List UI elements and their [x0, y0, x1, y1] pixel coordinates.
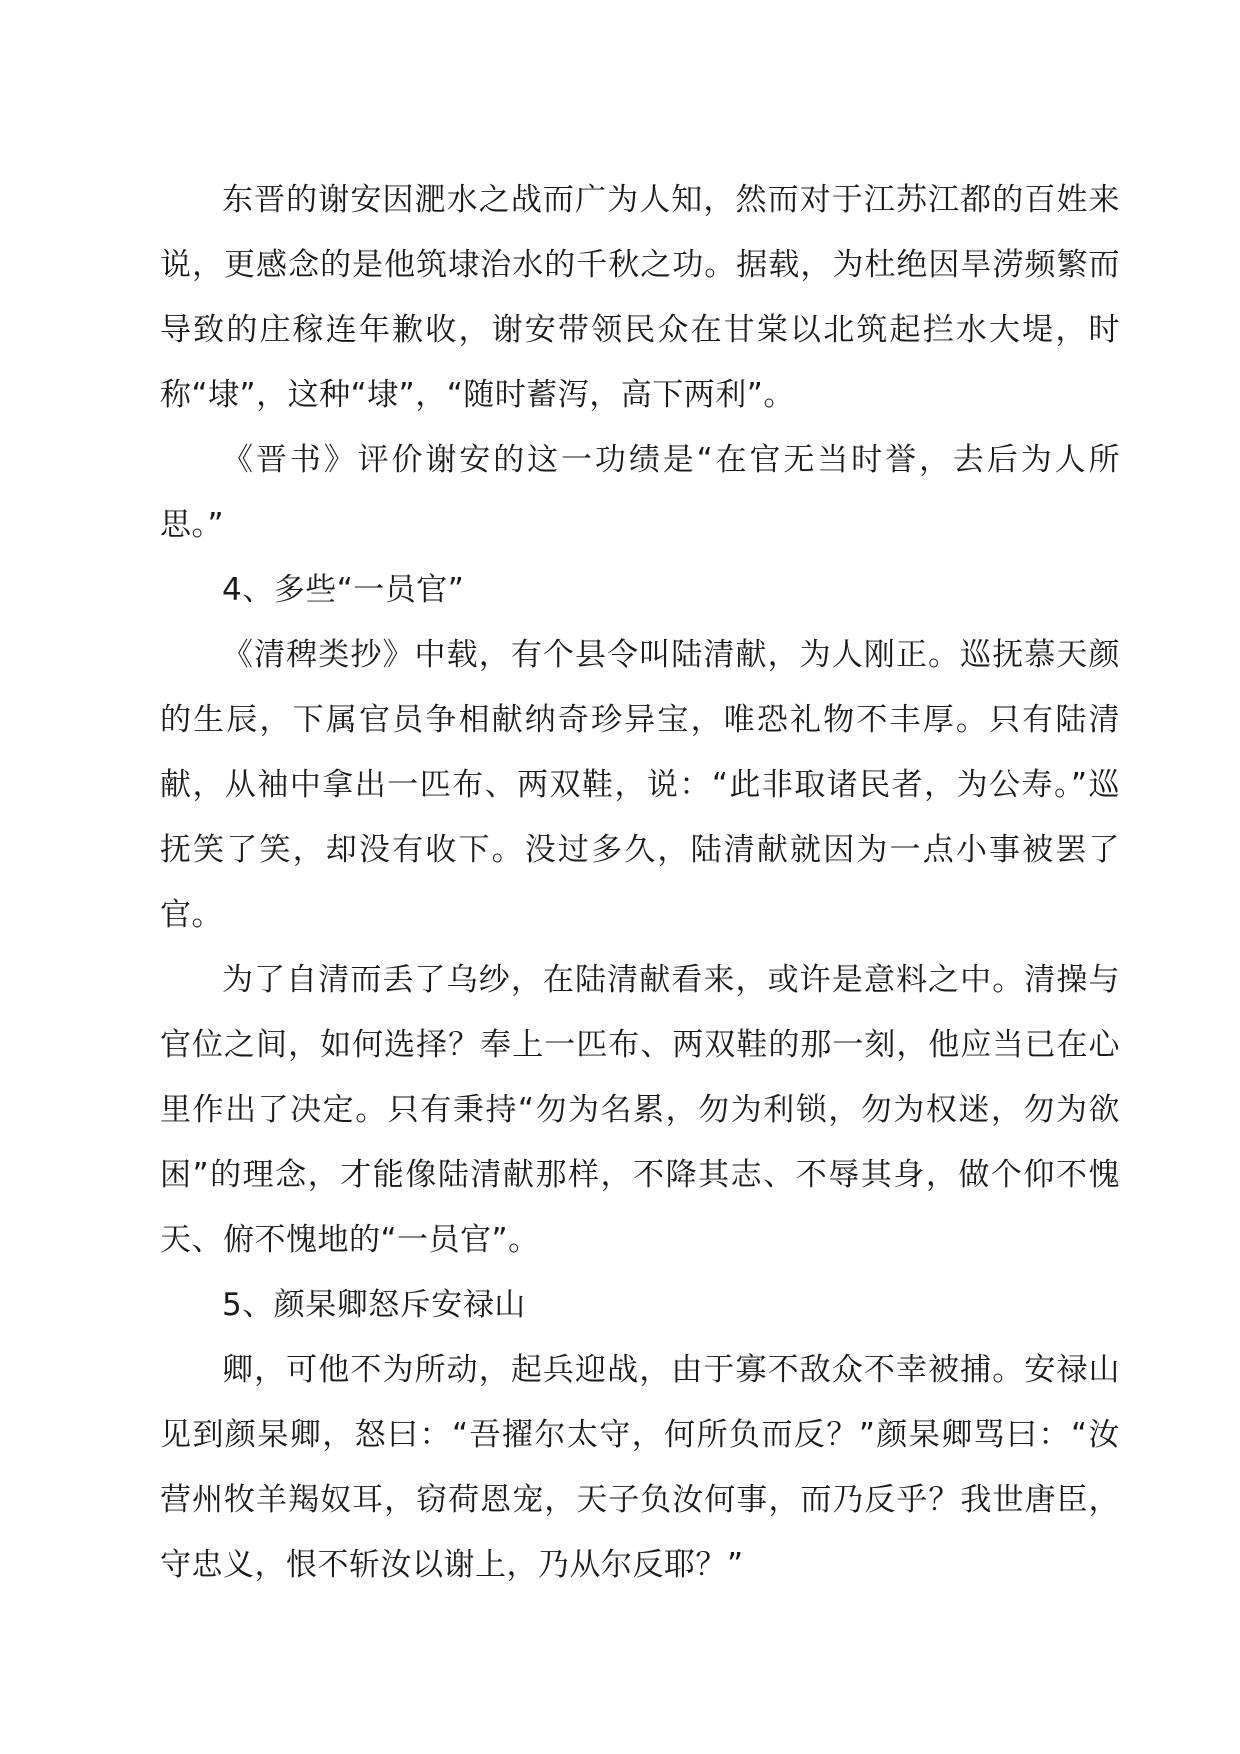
section-heading-4: 4、多些“一员官”	[222, 572, 465, 608]
paragraph-lu-qingxian-story: 《清稗类抄》中载，有个县令叫陆清献，为人刚正。巡抚慕天颜的生辰，下属官员争相献纳奇珍异宝，唯恐礼物不丰厚。只有陆清献，从袖中拿出一匹布、两双鞋，说：“此非取诸民者，为公寿。”巡抚笑了笑，却没有收下。没过多久，陆清献就因为一点小事被罢了官。	[160, 637, 1120, 933]
section-heading-5: 5、颜杲卿怒斥安禄山	[222, 1287, 526, 1323]
document-body	[160, 168, 1120, 1598]
paragraph-jinshu-comment: 《晋书》评价谢安的这一功绩是“在官无当时誉，去后为人所思。”	[160, 442, 1120, 543]
paragraph-xie-an: 东晋的谢安因淝水之战而广为人知，然而对于江苏江都的百姓来说，更感念的是他筑埭治水的千秋之功。据载，为杜绝因旱涝频繁而导致的庄稼连年歉收，谢安带领民众在甘棠以北筑起拦水大堤，时称“埭”，这种“埭”，“随时蓄泻，高下两利”。	[160, 182, 1120, 413]
paragraph-lu-qingxian-comment: 为了自清而丢了乌纱，在陆清献看来，或许是意料之中。清操与官位之间，如何选择？奉上一匹布、两双鞋的那一刻，他应当已在心里作出了决定。只有秉持“勿为名累，勿为利锁，勿为权迷，勿为欲困”的理念，才能像陆清献那样，不降其志、不辱其身，做个仰不愧天、俯不愧地的“一员官”。	[160, 962, 1120, 1258]
paragraph-yan-gaoqing: 卿，可他不为所动，起兵迎战，由于寡不敌众不幸被捕。安禄山见到颜杲卿，怒曰：“吾擢尔太守，何所负而反？”颜杲卿骂曰：“汝营州牧羊羯奴耳，窃荷恩宠，天子负汝何事，而乃反乎？我世唐臣，守忠义，恨不斩汝以谢上，乃从尔反耶？”	[160, 1352, 1120, 1583]
